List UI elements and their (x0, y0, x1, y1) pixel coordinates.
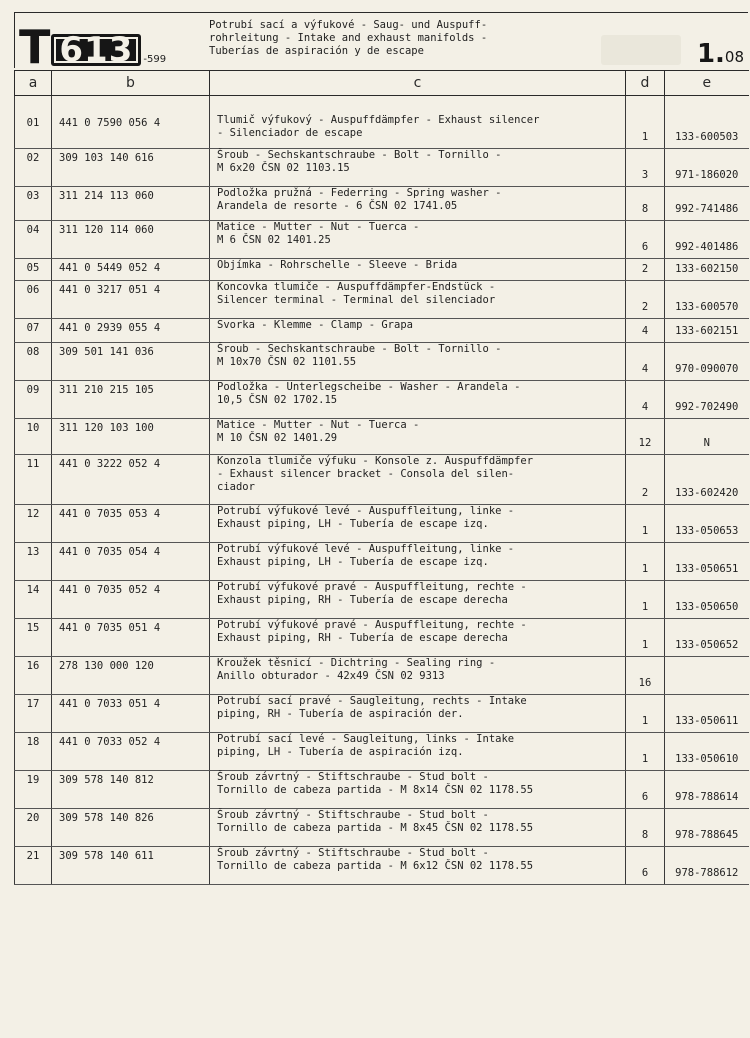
cell-d: 12 (626, 418, 665, 454)
spacer-row (15, 96, 749, 115)
cell-d: 3 (626, 148, 665, 186)
column-header-c: c (210, 71, 626, 96)
cell-e: 133-600503 (665, 114, 749, 148)
cell-b: 309 501 141 036 (52, 342, 210, 380)
cell-b: 309 578 140 611 (52, 846, 210, 884)
cell-c: Matice - Mutter - Nut - Tuerca - M 10 ČSN 02 1401.29 (210, 418, 626, 454)
column-header-d: d (626, 71, 665, 96)
cell-e: 133-050650 (665, 580, 749, 618)
cell-d: 4 (626, 318, 665, 342)
cell-a: 07 (15, 318, 52, 342)
column-header-e: e (665, 71, 749, 96)
column-header-a: a (15, 71, 52, 96)
cell-d: 1 (626, 618, 665, 656)
cell-a: 08 (15, 342, 52, 380)
cell-e: 978-788614 (665, 770, 749, 808)
cell-e: 971-186020 (665, 148, 749, 186)
table-row (15, 656, 749, 694)
cell-d: 1 (626, 580, 665, 618)
cell-b: 441 0 7033 052 4 (52, 732, 210, 770)
page-header (14, 12, 748, 74)
cell-d: 4 (626, 342, 665, 380)
cell-b: 441 0 7033 051 4 (52, 694, 210, 732)
cell-d: 1 (626, 542, 665, 580)
cell-a: 10 (15, 418, 52, 454)
table-row (15, 846, 749, 884)
cell-d: 6 (626, 220, 665, 258)
page-number-main: 1. (696, 39, 725, 69)
cell-c: Šroub závrtný - Stiftschraube - Stud bolt - Tornillo de cabeza partida - M 8x14 ČSN 02 1178.55 (210, 770, 626, 808)
cell-e: 992-741486 (665, 186, 749, 220)
table-row (15, 808, 749, 846)
cell-a: 16 (15, 656, 52, 694)
cell-b: 441 0 7035 051 4 (52, 618, 210, 656)
cell-d: 2 (626, 280, 665, 318)
column-header-b: b (52, 71, 210, 96)
cell-d: 2 (626, 454, 665, 504)
cell-b: 441 0 3217 051 4 (52, 280, 210, 318)
cell-a: 19 (15, 770, 52, 808)
cell-d: 8 (626, 808, 665, 846)
table-row (15, 280, 749, 318)
cell-c: Kroužek těsnicí - Dichtring - Sealing ring - Anillo obturador - 42x49 ČSN 02 9313 (210, 656, 626, 694)
cell-b: 441 0 3222 052 4 (52, 454, 210, 504)
cell-e: 978-788645 (665, 808, 749, 846)
cell-c: Objímka - Rohrschelle - Sleeve - Brida (210, 258, 626, 280)
logo-model: 613 (51, 34, 141, 66)
cell-d: 1 (626, 504, 665, 542)
cell-c: Matice - Mutter - Nut - Tuerca - M 6 ČSN 02 1401.25 (210, 220, 626, 258)
cell-e: 133-602151 (665, 318, 749, 342)
cell-c: Podložka - Unterlegscheibe - Washer - Arandela - 10,5 ČSN 02 1702.15 (210, 380, 626, 418)
cell-c: Podložka pružná - Federring - Spring washer - Arandela de resorte - 6 ČSN 02 1741.05 (210, 186, 626, 220)
table-row (15, 318, 749, 342)
cell-e: 133-602420 (665, 454, 749, 504)
table-row (15, 380, 749, 418)
table-row (15, 220, 749, 258)
cell-b: 441 0 7590 056 4 (52, 114, 210, 148)
cell-d: 6 (626, 770, 665, 808)
cell-d: 1 (626, 114, 665, 148)
cell-c: Potrubí výfukové pravé - Auspuffleitung, rechte - Exhaust piping, RH - Tubería de escape derecha (210, 618, 626, 656)
cell-e (665, 656, 749, 694)
cell-e: 970-090070 (665, 342, 749, 380)
cell-e: 978-788612 (665, 846, 749, 884)
logo-letter: T (19, 20, 49, 74)
table-row (15, 580, 749, 618)
section-title: Potrubí sací a výfukové - Saug- und Auspuff- rohrleitung - Intake and exhaust manifolds - Tuberías de aspiración y de escape (209, 19, 488, 57)
cell-a: 02 (15, 148, 52, 186)
cell-c: Šroub závrtný - Stiftschraube - Stud bolt - Tornillo de cabeza partida - M 6x12 ČSN 02 1178.55 (210, 846, 626, 884)
cell-e: N (665, 418, 749, 454)
cell-c: Šroub - Sechskantschraube - Bolt - Tornillo - M 10x70 ČSN 02 1101.55 (210, 342, 626, 380)
cell-a: 06 (15, 280, 52, 318)
cell-b: 311 214 113 060 (52, 186, 210, 220)
cell-e: 133-050653 (665, 504, 749, 542)
cell-d: 2 (626, 258, 665, 280)
cell-e: 133-050610 (665, 732, 749, 770)
cell-c: Potrubí sací pravé - Saugleitung, rechts - Intake piping, RH - Tubería de aspiración der. (210, 694, 626, 732)
cell-a: 14 (15, 580, 52, 618)
cell-b: 441 0 7035 054 4 (52, 542, 210, 580)
cell-a: 12 (15, 504, 52, 542)
table-row (15, 732, 749, 770)
cell-a: 01 (15, 114, 52, 148)
cell-a: 18 (15, 732, 52, 770)
cell-a: 15 (15, 618, 52, 656)
table-row (15, 148, 749, 186)
cell-d: 16 (626, 656, 665, 694)
cell-b: 309 578 140 826 (52, 808, 210, 846)
logo-suffix: -599 (143, 54, 167, 65)
cell-e: 992-401486 (665, 220, 749, 258)
cell-c: Svorka - Klemme - Clamp - Grapa (210, 318, 626, 342)
cell-b: 441 0 2939 055 4 (52, 318, 210, 342)
cell-d: 8 (626, 186, 665, 220)
cell-a: 21 (15, 846, 52, 884)
cell-d: 1 (626, 732, 665, 770)
cell-a: 03 (15, 186, 52, 220)
cell-c: Potrubí výfukové pravé - Auspuffleitung, rechte - Exhaust piping, RH - Tubería de escape derecha (210, 580, 626, 618)
cell-c: Potrubí výfukové levé - Auspuffleitung, linke - Exhaust piping, LH - Tubería de escape izq. (210, 504, 626, 542)
table-row (15, 618, 749, 656)
cell-c: Potrubí výfukové levé - Auspuffleitung, linke - Exhaust piping, LH - Tubería de escape izq. (210, 542, 626, 580)
cell-b: 311 120 103 100 (52, 418, 210, 454)
table-row (15, 258, 749, 280)
table-row (15, 454, 749, 504)
table-row (15, 504, 749, 542)
cell-d: 1 (626, 694, 665, 732)
table-row (15, 542, 749, 580)
cell-a: 09 (15, 380, 52, 418)
cell-d: 4 (626, 380, 665, 418)
page-number-sub: 08 (724, 48, 744, 66)
cell-a: 17 (15, 694, 52, 732)
cell-c: Potrubí sací levé - Saugleitung, links - Intake piping, LH - Tubería de aspiración izq. (210, 732, 626, 770)
cell-e: 133-050652 (665, 618, 749, 656)
cell-a: 20 (15, 808, 52, 846)
cell-b: 441 0 7035 052 4 (52, 580, 210, 618)
cell-a: 04 (15, 220, 52, 258)
column-header-row (15, 71, 749, 96)
cell-c: Šroub závrtný - Stiftschraube - Stud bolt - Tornillo de cabeza partida - M 8x45 ČSN 02 1178.55 (210, 808, 626, 846)
table-row (15, 342, 749, 380)
parts-table (14, 70, 749, 885)
cell-c: Koncovka tlumiče - Auspuffdämpfer-Endstück - Silencer terminal - Terminal del silenciador (210, 280, 626, 318)
bleed-through-mark (601, 35, 681, 65)
cell-b: 309 103 140 616 (52, 148, 210, 186)
cell-e: 133-602150 (665, 258, 749, 280)
cell-e: 133-050651 (665, 542, 749, 580)
cell-c: Konzola tlumiče výfuku - Konsole z. Auspuffdämpfer - Exhaust silencer bracket - Consola del silen- ciador (210, 454, 626, 504)
table-row (15, 770, 749, 808)
table-row (15, 694, 749, 732)
cell-b: 441 0 5449 052 4 (52, 258, 210, 280)
cell-b: 309 578 140 812 (52, 770, 210, 808)
cell-a: 05 (15, 258, 52, 280)
cell-c: Tlumič výfukový - Auspuffdämpfer - Exhaust silencer - Silenciador de escape (210, 114, 626, 148)
cell-e: 133-600570 (665, 280, 749, 318)
page-number (697, 39, 744, 69)
tatra-logo (19, 20, 167, 74)
cell-b: 311 120 114 060 (52, 220, 210, 258)
table-row (15, 186, 749, 220)
cell-a: 11 (15, 454, 52, 504)
cell-c: Šroub - Sechskantschraube - Bolt - Tornillo - M 6x20 ČSN 02 1103.15 (210, 148, 626, 186)
cell-e: 133-050611 (665, 694, 749, 732)
cell-b: 278 130 000 120 (52, 656, 210, 694)
cell-b: 441 0 7035 053 4 (52, 504, 210, 542)
cell-d: 6 (626, 846, 665, 884)
table-row (15, 114, 749, 148)
cell-b: 311 210 215 105 (52, 380, 210, 418)
cell-e: 992-702490 (665, 380, 749, 418)
cell-a: 13 (15, 542, 52, 580)
table-row (15, 418, 749, 454)
